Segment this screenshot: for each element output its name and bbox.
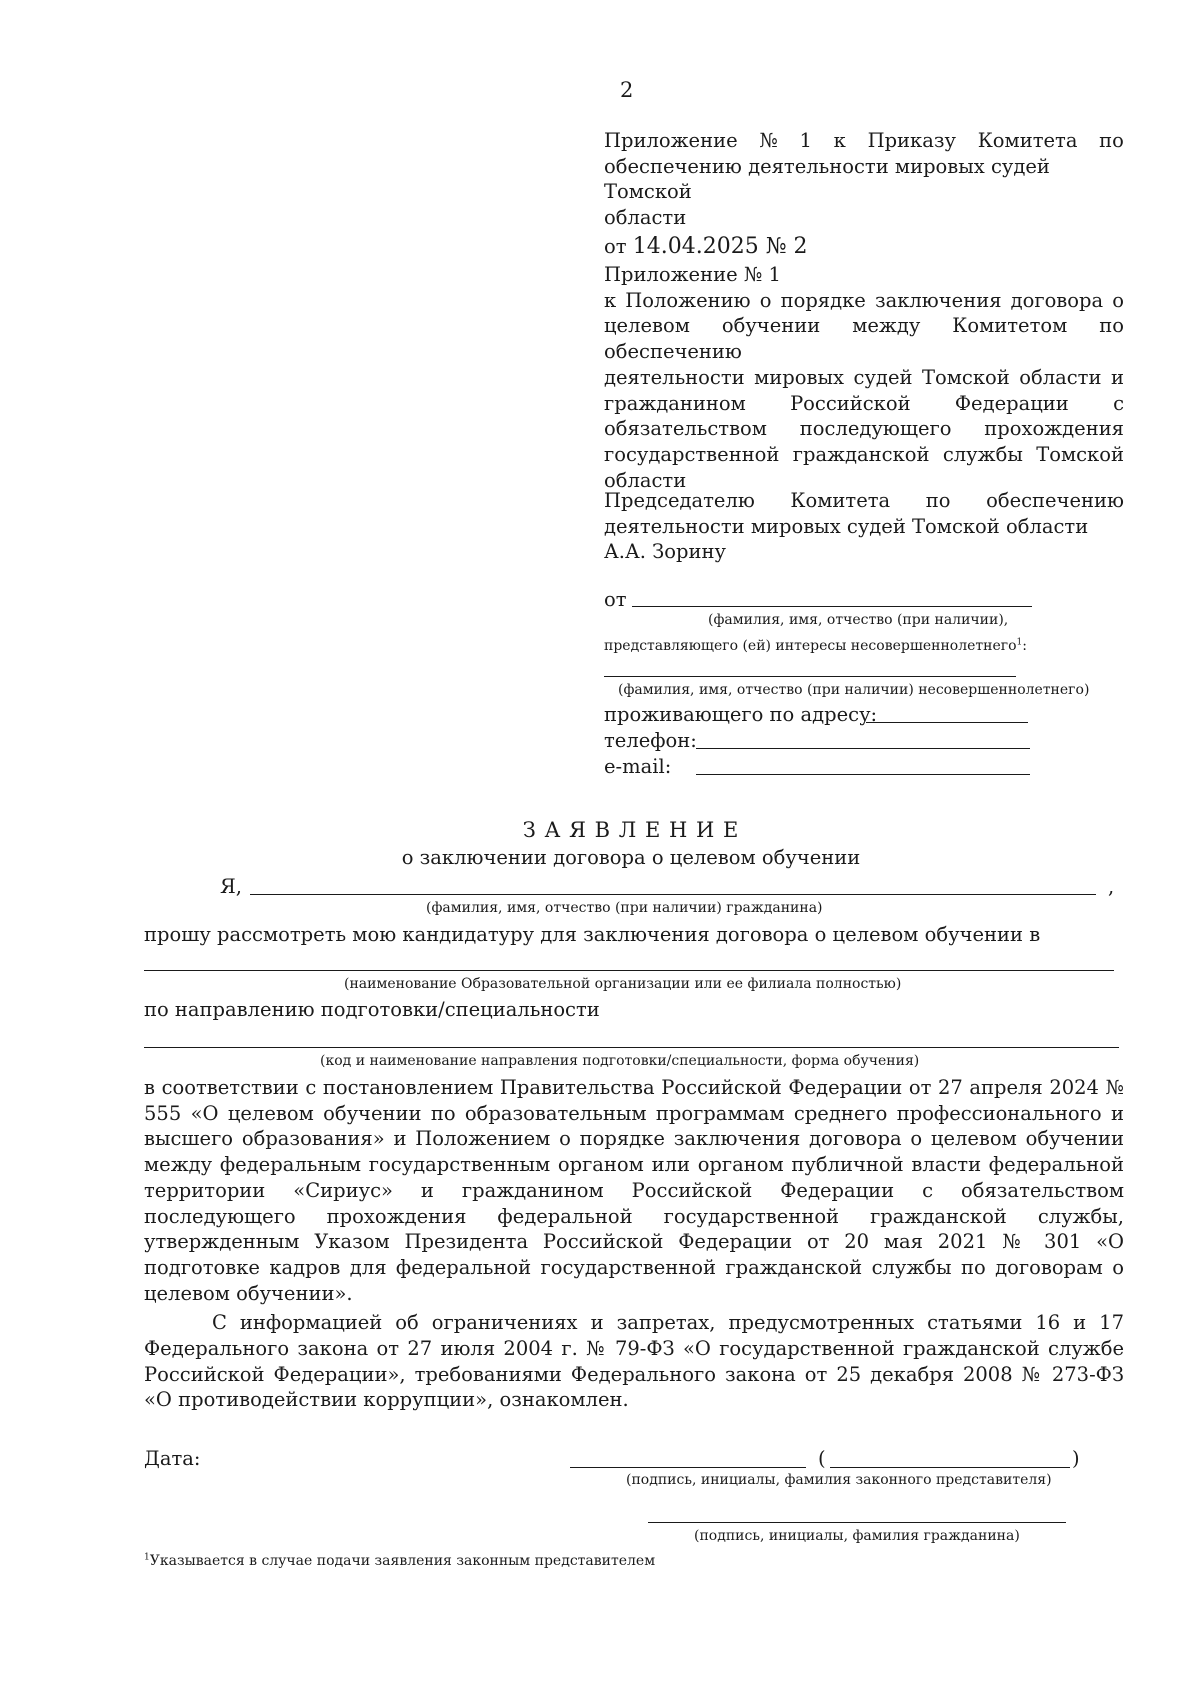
representative-name-field[interactable] <box>830 1467 1070 1468</box>
representative-caption: представляющего (ей) интересы несовершеннолетнего <box>604 638 1017 654</box>
addressee-line-3: А.А. Зорину <box>604 540 726 564</box>
representative-signature-field[interactable] <box>570 1467 806 1468</box>
annex-word: прохождения <box>984 417 1124 441</box>
para2-first <box>212 1310 1124 1336</box>
addressee-word: Комитета <box>790 489 891 512</box>
para2-rest <box>144 1336 1124 1413</box>
email-field[interactable] <box>696 774 1030 775</box>
address-field[interactable] <box>866 722 1028 723</box>
annex-word: с <box>1113 391 1124 415</box>
body-line: утвержденным Указом Президента Российской Федерации от 20 мая 2021 № 301 «О <box>144 1230 1124 1254</box>
body-last-line: целевом обучении». <box>144 1281 353 1305</box>
annex-line-7 <box>604 442 1124 468</box>
statement-title: З А Я В Л Е Н И Е <box>522 818 740 842</box>
appendix-date: 14.04.2025 № 2 <box>632 233 808 259</box>
annex-word: Российской <box>790 391 911 415</box>
appendix-date-row <box>604 234 1124 260</box>
minor-name-field[interactable] <box>604 676 1016 677</box>
annex-line-4: деятельности мировых судей Томской области и <box>604 365 1124 389</box>
appendix-line-1 <box>604 128 1124 154</box>
addressee-word: Председателю <box>604 489 755 512</box>
citizen-signature-field[interactable] <box>648 1522 1066 1523</box>
direction-field[interactable] <box>144 1047 1119 1048</box>
i-label: Я, <box>220 875 242 898</box>
phone-field[interactable] <box>696 748 1030 749</box>
org-caption: (наименование Образовательной организации или ее филиала полностью) <box>344 976 902 992</box>
from-label: от <box>604 588 627 611</box>
para2-line: С информацией об ограничениях и запретах, предусмотренных статьями 16 и 17 <box>212 1311 1124 1334</box>
addressee-block <box>604 488 1124 565</box>
addressee-line-2: деятельности мировых судей Томской области <box>604 514 1089 538</box>
email-label: e-mail: <box>604 755 672 778</box>
annex-line-5 <box>604 391 1124 417</box>
annex-word: обязательством <box>604 417 767 441</box>
footnote <box>144 1552 655 1570</box>
appendix-word: Приказу <box>867 129 956 152</box>
body-line: подготовке кадров для федеральной государственной гражданской службы по договорам о <box>144 1255 1124 1279</box>
open-paren: ( <box>818 1447 826 1470</box>
direction-caption: (код и наименование направления подготовки/специальности, форма обучения) <box>320 1053 920 1069</box>
annex-word: службы <box>942 442 1023 466</box>
body-line: в соответствии с постановлением Правительства Российской Федерации от 27 апреля 2024 № <box>144 1076 1124 1099</box>
body-line: высшего образования» и Положением о порядке заключения договора о целевом обучении <box>144 1127 1124 1151</box>
direction-line: по направлению подготовки/специальности <box>144 998 600 1021</box>
applicant-name-field[interactable] <box>632 606 1032 607</box>
addressee-line-1 <box>604 488 1124 514</box>
representative-caption-row <box>604 637 1027 655</box>
annex-word: гражданской <box>792 442 930 466</box>
i-comma: , <box>1108 875 1115 898</box>
address-label: проживающего по адресу: <box>604 703 878 726</box>
representative-colon: : <box>1022 638 1027 654</box>
appendix-line-2: обеспечению деятельности мировых судей Томской <box>604 154 1050 204</box>
appendix-header <box>604 128 1124 260</box>
annex-block <box>604 262 1124 493</box>
request-line: прошу рассмотреть мою кандидатуру для заключения договора о целевом обучении в <box>144 923 1041 946</box>
annex-line-1: Приложение № 1 <box>604 263 781 286</box>
annex-word: государственной <box>604 442 780 466</box>
close-paren: ) <box>1072 1447 1080 1470</box>
annex-line-6 <box>604 416 1124 442</box>
statement-body <box>144 1075 1124 1306</box>
body-line: территории «Сириус» и гражданином Российской Федерации с обязательством <box>144 1178 1124 1202</box>
annex-word: гражданином <box>604 391 746 415</box>
para2-line: Российской Федерации», требованиями Федерального закона от 25 декабря 2008 № 273-ФЗ <box>144 1362 1124 1386</box>
minor-caption: (фамилия, имя, отчество (при наличии) несовершеннолетнего) <box>618 682 1090 698</box>
appendix-line-3: области <box>604 206 687 230</box>
statement-subtitle: о заключении договора о целевом обучении <box>401 846 861 869</box>
footnote-mark: 1 <box>1016 637 1023 648</box>
para2-line: Федерального закона от 27 июля 2004 г. № 79-ФЗ «О государственной гражданской службе <box>144 1337 1124 1360</box>
rep-signature-caption: (подпись, инициалы, фамилия законного представителя) <box>626 1472 1052 1488</box>
appendix-word: к <box>833 129 846 152</box>
fio-caption: (фамилия, имя, отчество (при наличии), <box>708 612 1009 628</box>
page-number: 2 <box>620 78 634 102</box>
appendix-word: Приложение <box>604 129 738 152</box>
citizen-caption: (фамилия, имя, отчество (при наличии) гражданина) <box>426 900 823 916</box>
date-label: Дата: <box>144 1447 201 1470</box>
appendix-word: 1 <box>799 129 812 152</box>
addressee-word: по <box>925 489 951 512</box>
body-line: последующего прохождения федеральной государственной гражданской службы, <box>144 1204 1124 1228</box>
body-line: 555 «О целевом обучении по образовательным программам среднего профессионального и <box>144 1101 1124 1125</box>
appendix-word: № <box>759 129 778 152</box>
annex-word: последующего <box>799 417 952 441</box>
para2-last-line: «О противодействии коррупции», ознакомлен. <box>144 1388 629 1412</box>
annex-line-3: целевом обучении между Комитетом по обеспечению <box>604 314 1124 364</box>
phone-label: телефон: <box>604 729 697 752</box>
footnote-number: 1 <box>144 1552 150 1563</box>
annex-word: Федерации <box>954 391 1069 415</box>
appendix-word: Комитета <box>977 129 1078 152</box>
citizen-name-field[interactable] <box>250 894 1096 895</box>
annex-word: Томской <box>1036 442 1124 466</box>
body-line: между федеральным государственным органом или органом публичной власти федеральной <box>144 1153 1124 1177</box>
footnote-text: Указывается в случае подачи заявления законным представителем <box>149 1553 656 1569</box>
annex-line-2: к Положению о порядке заключения договора о <box>604 288 1124 312</box>
addressee-word: обеспечению <box>986 489 1124 512</box>
organization-field[interactable] <box>144 970 1114 971</box>
citizen-signature-caption: (подпись, инициалы, фамилия гражданина) <box>694 1528 1020 1544</box>
appendix-word: по <box>1099 129 1124 152</box>
annex-line-8: области <box>604 468 687 492</box>
appendix-date-prefix: от <box>604 234 627 258</box>
